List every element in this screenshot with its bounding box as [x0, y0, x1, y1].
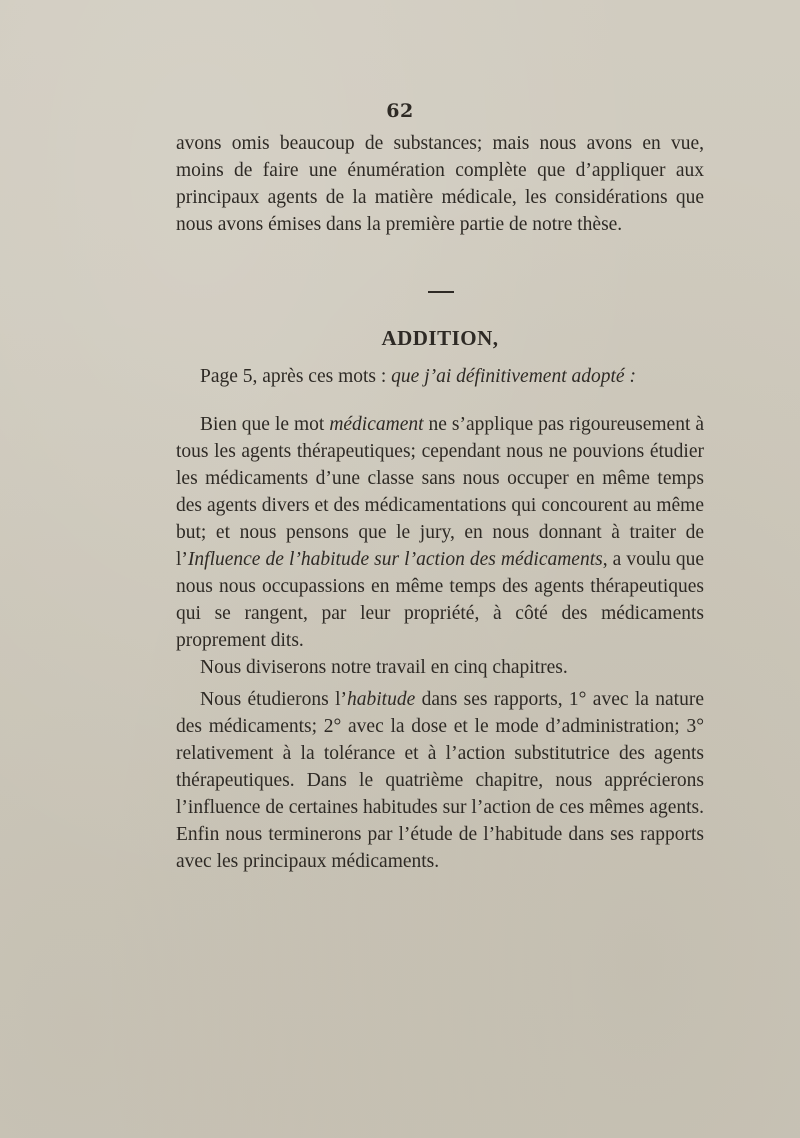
paragraph-addition-1 [176, 411, 704, 654]
italic-term: habitude [346, 689, 416, 710]
paragraph-continuation: avons omis beaucoup de substances; mais nous avons en vue, moins de faire une énumération complète que d’appliquer aux principaux agents de la matière médicale, les considérations que nous avons émises dans la première partie de notre thèse. [176, 133, 704, 235]
page-number: 62 [386, 100, 414, 122]
reference-lead: Page 5, après ces mots : [200, 366, 392, 387]
addition-reference [200, 366, 704, 388]
italic-term: médicament [329, 414, 424, 435]
text-span: , a voulu que nous nous occupassions en même temps des agents thérapeutiques qui se rangent, par leur propriété, à côté des médicaments proprement dits. [176, 549, 704, 651]
section-divider [428, 291, 454, 293]
section-heading: ADDITION, [381, 326, 499, 350]
italic-title: Influence de l’habitude sur l’action des médicaments [187, 549, 603, 570]
text-span: ne s’applique pas rigoureusement à tous les agents thérapeutiques; cependant nous ne pouvions étudier les médicaments d’une classe sans nous occuper en même temps des agents divers et des médicamentations qui concourent au même but; et nous pensons que le jury, en nous donnant à traiter de l’ [176, 414, 704, 570]
text-span: Bien que le mot [200, 414, 330, 435]
paragraph-addition-3 [176, 686, 704, 875]
paragraph-addition-2: Nous diviserons notre travail en cinq chapitres. [200, 657, 568, 678]
reference-quote: que j’ai définitivement adopté : [391, 366, 636, 387]
text-span: dans ses rapports, 1° avec la nature des médicaments; 2° avec la dose et le mode d’administration; 3° relativement à la tolérance et à l’action substitutrice des agents thérapeutiques. Dans le quatrième chapitre, nous apprécierons l’influence de certaines habitudes sur l’action de ces mêmes agents. Enfin nous terminerons par l’étude de l’habitude dans ses rapports avec les principaux médicaments. [176, 689, 704, 872]
text-span: Nous étudierons l’ [200, 689, 347, 710]
